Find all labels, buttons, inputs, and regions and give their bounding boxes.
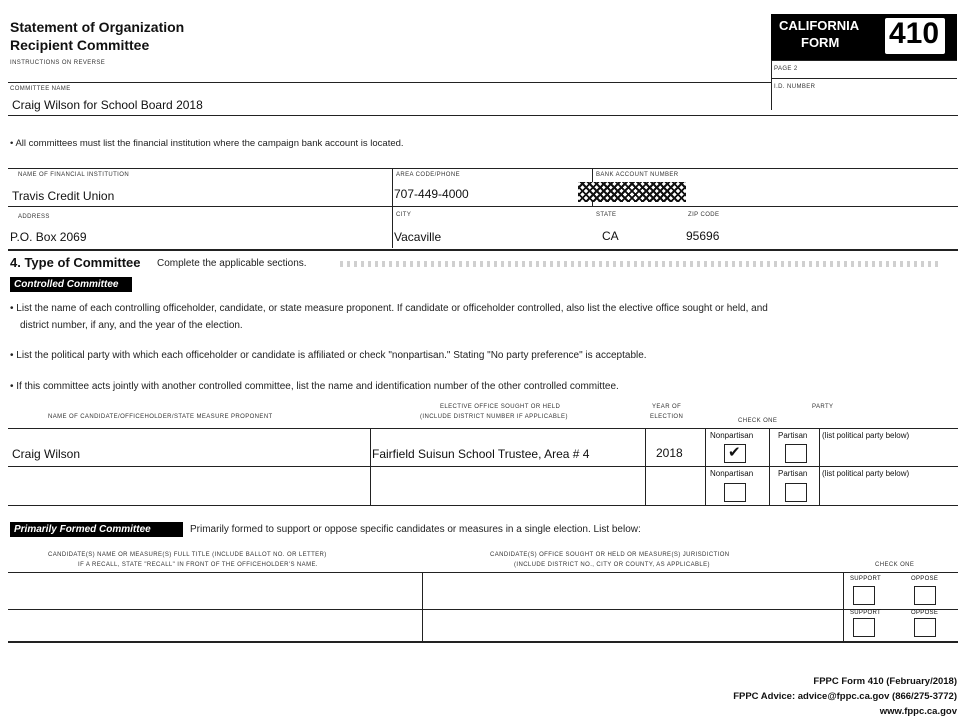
form-badge-number: 410 (889, 17, 940, 50)
state-label: STATE (596, 212, 617, 218)
prim-row2-oppose-label: OPPOSE (911, 610, 939, 616)
controlled-committee-bar: Controlled Committee (10, 277, 132, 292)
row1-nonpartisan-check-mark: ✔ (728, 444, 741, 461)
col-office-header-2: (INCLUDE DISTRICT NUMBER IF APPLICABLE) (420, 414, 568, 420)
prim-row1-support-checkbox[interactable] (853, 586, 875, 605)
prim-col1-header-1: CANDIDATE(S) NAME OR MEASURE(S) FULL TITLE (INCLUDE BALLOT NO. OR LETTER) (48, 552, 327, 558)
row1-nonpartisan-checkbox[interactable] (724, 444, 746, 463)
footer (733, 674, 957, 719)
zip-value: 95696 (686, 229, 720, 243)
row1-partisan-label: Partisan (778, 431, 808, 440)
controlled-bullet-1: • List the name of each controlling officeholder, candidate, or state measure proponent. If candidate or officeholder controlled, also list the elective office sought or held, and (10, 303, 768, 314)
prim-row2-oppose-checkbox[interactable] (914, 618, 936, 637)
city-value: Vacaville (394, 230, 442, 244)
row1-year: 2018 (656, 446, 683, 460)
footer-form-version: FPPC Form 410 (February/2018) (813, 676, 957, 687)
controlled-bullet-3: • If this committee acts jointly with another controlled committee, list the name and identification number of the other controlled committee. (10, 381, 619, 392)
address-label: ADDRESS (18, 214, 50, 220)
form-title (10, 18, 184, 54)
prim-row2-support-label: SUPPORT (850, 610, 881, 616)
prim-col2-header-2: (INCLUDE DISTRICT NO., CITY OR COUNTY, AS APPLICABLE) (514, 562, 710, 568)
form-badge-word: FORM (801, 35, 840, 50)
row2-partisan-checkbox[interactable] (785, 483, 807, 502)
footer-advice-contact: FPPC Advice: advice@fppc.ca.gov (866/275-3772) (733, 691, 957, 702)
prim-row1-oppose-checkbox[interactable] (914, 586, 936, 605)
primarily-formed-desc: Primarily formed to support or oppose specific candidates or measures in a single election. List below: (190, 524, 641, 535)
row1-party-list-label: (list political party below) (822, 431, 910, 440)
row1-partisan-checkbox[interactable] (785, 444, 807, 463)
prim-row1-support-label: SUPPORT (850, 576, 881, 582)
row2-nonpartisan-label: Nonpartisan (710, 469, 754, 478)
page-label: PAGE 2 (774, 66, 798, 72)
prim-row2-support-checkbox[interactable] (853, 618, 875, 637)
controlled-bullet-2: • List the political party with which each officeholder or candidate is affiliated or check "nonpartisan." Stating "No party preference" is acceptable. (10, 350, 647, 361)
row2-party-list-label: (list political party below) (822, 469, 910, 478)
zip-label: ZIP CODE (688, 212, 720, 218)
row1-candidate-name: Craig Wilson (12, 447, 81, 461)
institution-label: NAME OF FINANCIAL INSTITUTION (18, 172, 130, 178)
row1-nonpartisan-label: Nonpartisan (710, 431, 754, 440)
col-year-header-2: ELECTION (650, 414, 684, 420)
type-heading: 4. Type of Committee (10, 255, 141, 270)
prim-col2-header-1: CANDIDATE(S) OFFICE SOUGHT OR HELD OR MEASURE(S) JURISDICTION (490, 552, 730, 558)
address-value: P.O. Box 2069 (10, 230, 87, 244)
institution-name: Travis Credit Union (12, 189, 115, 203)
row2-partisan-label: Partisan (778, 469, 808, 478)
row2-nonpartisan-checkbox[interactable] (724, 483, 746, 502)
col-office-header-1: ELECTIVE OFFICE SOUGHT OR HELD (440, 404, 561, 410)
account-number-redacted (578, 182, 686, 202)
phone-value: 707-449-4000 (394, 187, 469, 201)
form-title-line1: Statement of Organization (10, 19, 185, 35)
scan-noise (340, 261, 940, 267)
id-number-label: I.D. NUMBER (774, 84, 816, 90)
committee-name: Craig Wilson for School Board 2018 (12, 98, 203, 112)
committee-name-label: COMMITTEE NAME (10, 86, 71, 92)
controlled-bullet-1b: district number, if any, and the year of the election. (20, 320, 243, 331)
form-badge-state: CALIFORNIA (779, 18, 860, 33)
prim-check-one: CHECK ONE (875, 562, 915, 568)
footer-website-link[interactable]: www.fppc.ca.gov (879, 706, 957, 717)
type-subheading: Complete the applicable sections. (157, 258, 307, 269)
state-value: CA (602, 229, 619, 243)
primarily-formed-bar: Primarily Formed Committee (10, 522, 183, 537)
instructions-note: INSTRUCTIONS ON REVERSE (10, 60, 106, 66)
city-label: CITY (396, 212, 412, 218)
form-title-line2: Recipient Committee (10, 37, 150, 53)
col-name-header: NAME OF CANDIDATE/OFFICEHOLDER/STATE MEASURE PROPONENT (48, 414, 273, 420)
row1-office: Fairfield Suisun School Trustee, Area # 4 (372, 447, 590, 461)
prim-row1-oppose-label: OPPOSE (911, 576, 939, 582)
prim-col1-header-2: IF A RECALL, STATE "RECALL" IN FRONT OF THE OFFICEHOLDER'S NAME. (78, 562, 318, 568)
phone-label: AREA CODE/PHONE (396, 172, 461, 178)
account-label: BANK ACCOUNT NUMBER (596, 172, 679, 178)
col-party-header: PARTY (812, 404, 834, 410)
col-year-header-1: YEAR OF (652, 404, 682, 410)
col-check-header: CHECK ONE (738, 418, 778, 424)
financial-note: • All committees must list the financial institution where the campaign bank account is located. (10, 138, 404, 149)
form-badge (771, 14, 957, 60)
